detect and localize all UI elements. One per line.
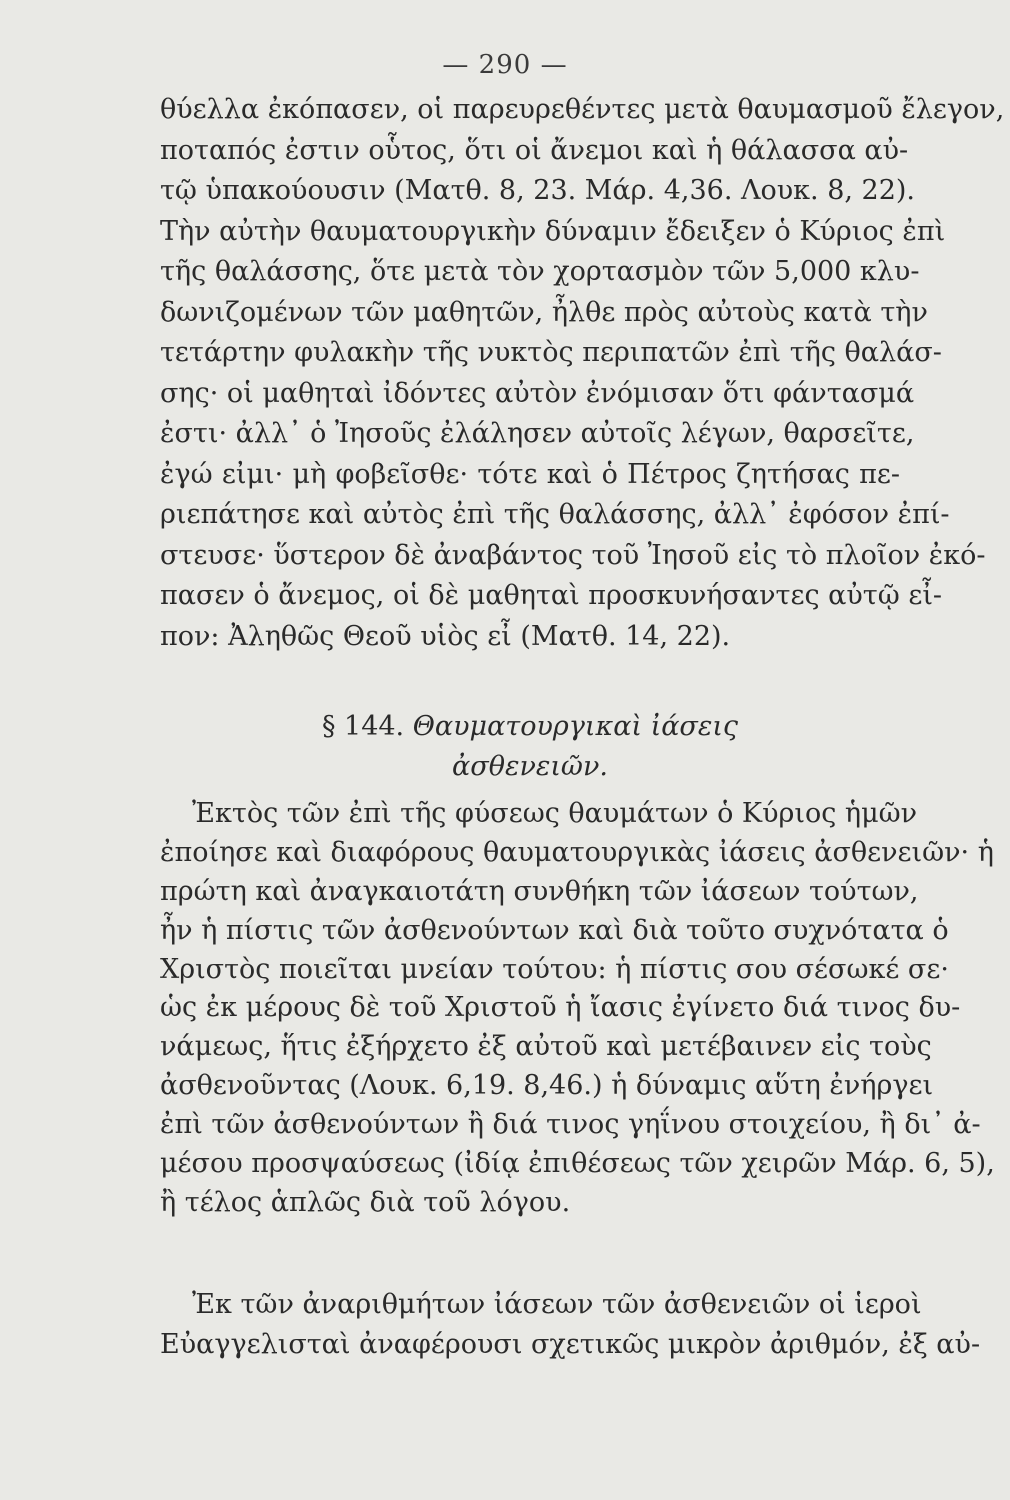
text-line: ἢ τέλος ἁπλῶς διὰ τοῦ λόγου. [160, 1186, 571, 1218]
text-line: τῷ ὑπακούουσιν (Ματθ. 8, 23. Μάρ. 4,36. Λουκ. 8, 22). [160, 175, 916, 206]
paragraph-1 [160, 90, 1005, 657]
text-line: ἀσθενοῦντας (Λουκ. 6,19. 8,46.) ἡ δύναμις αὕτη ἐνήργει [160, 1070, 934, 1102]
paragraph-2 [160, 795, 995, 1223]
text-line: μέσου προσψαύσεως (ἰδίᾳ ἐπιθέσεως τῶν χειρῶν Μάρ. 6, 5), [160, 1148, 995, 1180]
text-line: νάμεως, ἥτις ἐξήρχετο ἐξ αὐτοῦ καὶ μετέβαινεν εἰς τοὺς [160, 1031, 932, 1063]
text-line: ποταπός ἐστιν οὗτος, ὅτι οἱ ἄνεμοι καὶ ἡ θάλασσα αὐ- [160, 134, 909, 166]
text-line: Τὴν αὐτὴν θαυματουργικὴν δύναμιν ἔδειξεν ὁ Κύριος ἐπὶ [160, 215, 946, 247]
text-line: τετάρτην φυλακὴν τῆς νυκτὸς περιπατῶν ἐπὶ τῆς θαλάσ- [160, 337, 942, 368]
text-line: ἐστι· ἀλλ᾽ ὁ Ἰησοῦς ἐλάλησεν αὐτοῖς λέγων, θαρσεῖτε, [160, 418, 915, 449]
section-title-part-1: Θαυματουργικαὶ ἰάσεις [412, 711, 739, 742]
page-number: — 290 — [442, 50, 568, 80]
text-line: Εὐαγγελισταὶ ἀναφέρουσι σχετικῶς μικρὸν ἀριθμόν, ἐξ αὐ- [160, 1329, 981, 1360]
text-line: δωνιζομένων τῶν μαθητῶν, ἦλθε πρὸς αὐτοὺς κατὰ τὴν [160, 296, 928, 328]
text-line: Ἐκτὸς τῶν ἐπὶ τῆς φύσεως θαυμάτων ὁ Κύριος ἡμῶν [192, 798, 918, 829]
section-mark: § 144. [321, 711, 405, 742]
paragraph-3 [160, 1285, 981, 1365]
text-line: Ἐκ τῶν ἀναριθμήτων ἰάσεων τῶν ἀσθενειῶν οἱ ἱεροὶ [192, 1289, 922, 1320]
section-title-line-2: ἀσθενειῶν. [452, 751, 608, 782]
text-line: πασεν ὁ ἄνεμος, οἱ δὲ μαθηταὶ προσκυνήσαντες αὐτῷ εἶ- [160, 580, 943, 611]
text-line: τῆς θαλάσσης, ὅτε μετὰ τὸν χορτασμὸν τῶν 5,000 κλυ- [160, 256, 920, 287]
text-line: Χριστὸς ποιεῖται μνείαν τούτου: ἡ πίστις σου σέσωκέ σε· [160, 953, 949, 985]
text-line: ὡς ἐκ μέρους δὲ τοῦ Χριστοῦ ἡ ἴασις ἐγίνετο διά τινος δυ- [160, 992, 961, 1024]
text-line: ἐγώ εἰμι· μὴ φοβεῖσθε· τότε καὶ ὁ Πέτρος ζητήσας πε- [160, 458, 900, 490]
text-line: θύελλα ἐκόπασεν, οἱ παρευρεθέντες μετὰ θαυμασμοῦ ἔλεγον, [160, 94, 1005, 125]
text-line: πρώτη καὶ ἀναγκαιοτάτη συνθήκη τῶν ἰάσεων τούτων, [160, 875, 919, 907]
text-line: ἦν ἡ πίστις τῶν ἀσθενούντων καὶ διὰ τοῦτο συχνότατα ὁ [160, 914, 949, 946]
text-line: ἐπὶ τῶν ἀσθενούντων ἢ διά τινος γηΐνου στοιχείου, ἢ δι᾽ ἀ- [160, 1109, 981, 1141]
text-line: ριεπάτησε καὶ αὐτὸς ἐπὶ τῆς θαλάσσης, ἀλλ᾽ ἐφόσον ἐπί- [160, 499, 950, 530]
text-line: ἐποίησε καὶ διαφόρους θαυματουργικὰς ἰάσεις ἀσθενειῶν· ἡ [160, 836, 994, 868]
text-line: στευσε· ὕστερον δὲ ἀναβάντος τοῦ Ἰησοῦ εἰς τὸ πλοῖον ἐκό- [160, 539, 986, 571]
section-heading [160, 707, 900, 787]
text-line: πον: Ἀληθῶς Θεοῦ υἱὸς εἶ (Ματθ. 14, 22). [160, 620, 731, 652]
section-title-line-1 [160, 707, 900, 747]
text-line: σης· οἱ μαθηταὶ ἰδόντες αὐτὸν ἐνόμισαν ὅτι φάντασμά [160, 377, 915, 409]
